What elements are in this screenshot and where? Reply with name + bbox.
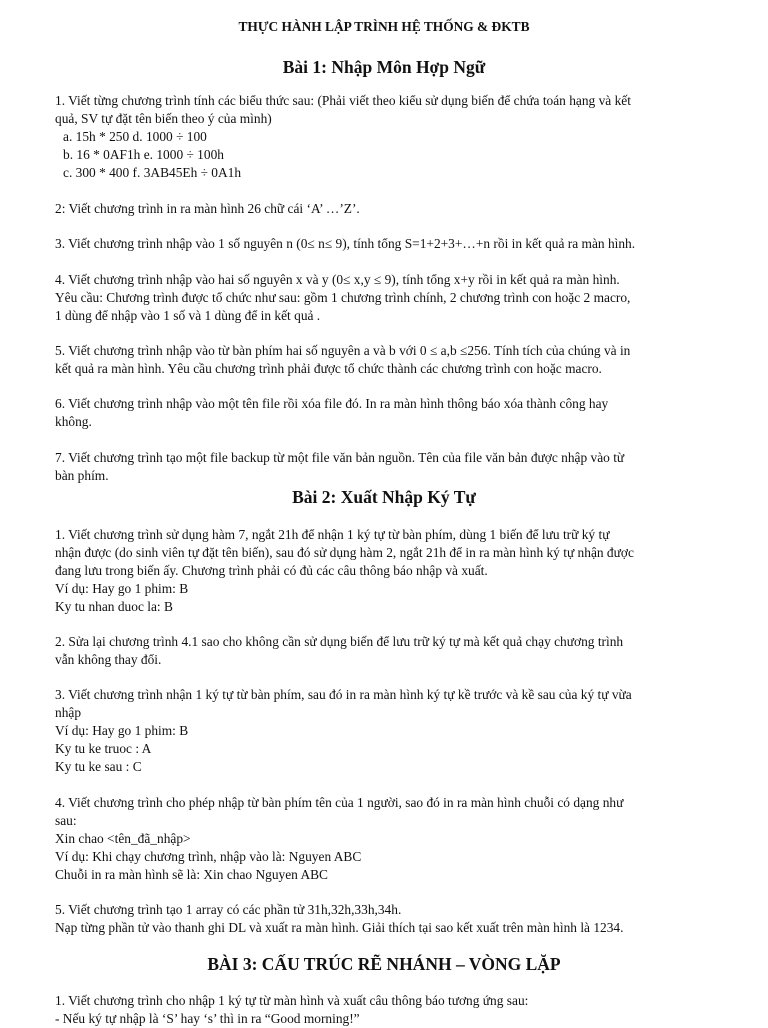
text-line: b. 16 * 0AF1h e. 1000 ÷ 100h	[63, 147, 224, 162]
exercise-1-6	[55, 395, 735, 431]
exercise-2-5	[55, 901, 735, 937]
exercise-2-2	[55, 633, 735, 669]
text-line: Chuỗi in ra màn hình sẽ là: Xin chao Nguyen ABC	[55, 867, 328, 882]
section-title-2: Bài 2: Xuất Nhập Ký Tự	[292, 487, 476, 507]
text-line: 2. Sửa lại chương trình 4.1 sao cho không cần sử dụng biến để lưu trữ ký tự mà kết quả chạy chương trình	[55, 634, 624, 649]
exercise-1-1	[55, 92, 735, 182]
text-line: 7. Viết chương trình tạo một file backup từ một file văn bản nguồn. Tên của file văn bản được nhập vào từ	[55, 450, 625, 465]
exercise-1-5	[55, 342, 735, 378]
text-line: nhận được (do sinh viên tự đặt tên biến), sau đó sử dụng hàm 2, ngắt 21h để in ra màn hình ký tự nhận được	[55, 545, 634, 560]
text-line: quả, SV tự đặt tên biến theo ý của mình)	[55, 111, 272, 126]
text-line: 5. Viết chương trình nhập vào từ bàn phím hai số nguyên a và b với 0 ≤ a,b ≤256. Tính tích của chúng và in	[55, 343, 631, 358]
exercise-2-3	[55, 686, 735, 776]
text-line: 5. Viết chương trình tạo 1 array có các phần tử 31h,32h,33h,34h.	[55, 902, 402, 917]
text-line: Ví dụ: Khi chạy chương trình, nhập vào là: Nguyen ABC	[55, 849, 362, 864]
text-line: kết quả ra màn hình. Yêu cầu chương trình phải được tổ chức thành các chương trình con hoặc macro.	[55, 361, 602, 376]
text-line: 6. Viết chương trình nhập vào một tên file rồi xóa file đó. In ra màn hình thông báo xóa thành công hay	[55, 396, 609, 411]
text-line: vẫn không thay đổi.	[55, 652, 162, 667]
exercise-2-4	[55, 794, 735, 884]
text-line: bàn phím.	[55, 468, 109, 483]
text-line: 2: Viết chương trình in ra màn hình 26 chữ cái ‘A’ …’Z’.	[55, 201, 360, 216]
document-title: THỰC HÀNH LẬP TRÌNH HỆ THỐNG & ĐKTB	[238, 19, 530, 34]
text-line: 1. Viết chương trình cho nhập 1 ký tự từ màn hình và xuất câu thông báo tương ứng sau:	[55, 993, 529, 1008]
exercise-3-1	[55, 992, 735, 1028]
text-line: c. 300 * 400 f. 3AB45Eh ÷ 0A1h	[63, 165, 242, 180]
text-line: 4. Viết chương trình cho phép nhập từ bàn phím tên của 1 người, sao đó in ra màn hình chuỗi có dạng như	[55, 795, 624, 810]
text-line: sau:	[55, 813, 77, 828]
text-line: 1 dùng để nhập vào 1 số và 1 dùng để in kết quả .	[55, 308, 321, 323]
text-line: 3. Viết chương trình nhập vào 1 số nguyên n (0≤ n≤ 9), tính tổng S=1+2+3+…+n rồi in kết quả ra màn hình.	[55, 236, 636, 251]
text-line: - Nếu ký tự nhập là ‘S’ hay ‘s’ thì in ra “Good morning!”	[55, 1011, 360, 1026]
text-line: 1. Viết chương trình sử dụng hàm 7, ngắt 21h để nhận 1 ký tự từ bàn phím, dùng 1 biến để lưu trữ ký tự	[55, 527, 610, 542]
text-line: Ví dụ: Hay go 1 phim: B	[55, 723, 189, 738]
text-line: Nạp từng phần tử vào thanh ghi DL và xuất ra màn hình. Giải thích tại sao kết xuất trên màn hình là 1234.	[55, 920, 624, 935]
text-line: Ky tu nhan duoc la: B	[55, 599, 173, 614]
text-line: 3. Viết chương trình nhận 1 ký tự từ bàn phím, sau đó in ra màn hình ký tự kề trước và kề sau của ký tự vừa	[55, 687, 632, 702]
text-line: Xin chao <tên_đã_nhập>	[55, 831, 191, 846]
text-line: không.	[55, 414, 92, 429]
section-title-3: BÀI 3: CẤU TRÚC RẼ NHÁNH – VÒNG LẶP	[207, 954, 561, 974]
section-title-1: Bài 1: Nhập Môn Hợp Ngữ	[282, 57, 486, 77]
text-line: Ky tu ke sau : C	[55, 759, 142, 774]
text-line: 1. Viết từng chương trình tính các biểu thức sau: (Phải viết theo kiểu sử dụng biến để chứa toán hạng và kết	[55, 93, 631, 108]
text-line: Yêu cầu: Chương trình được tổ chức như sau: gồm 1 chương trình chính, 2 chương trình con hoặc 2 macro,	[55, 290, 631, 305]
text-line: nhập	[55, 705, 82, 720]
exercise-1-3	[55, 235, 735, 253]
exercise-1-7	[55, 449, 735, 485]
text-line: a. 15h * 250 d. 1000 ÷ 100	[63, 129, 207, 144]
exercise-1-2	[55, 200, 735, 218]
text-line: 4. Viết chương trình nhập vào hai số nguyên x và y (0≤ x,y ≤ 9), tính tổng x+y rồi in kết quả ra màn hình.	[55, 272, 620, 287]
exercise-2-1	[55, 526, 735, 616]
text-line: Ky tu ke truoc : A	[55, 741, 152, 756]
exercise-1-4	[55, 271, 735, 325]
text-line: Ví dụ: Hay go 1 phim: B	[55, 581, 189, 596]
text-line: đang lưu trong biến ấy. Chương trình phải có đủ các câu thông báo nhập và xuất.	[55, 563, 488, 578]
